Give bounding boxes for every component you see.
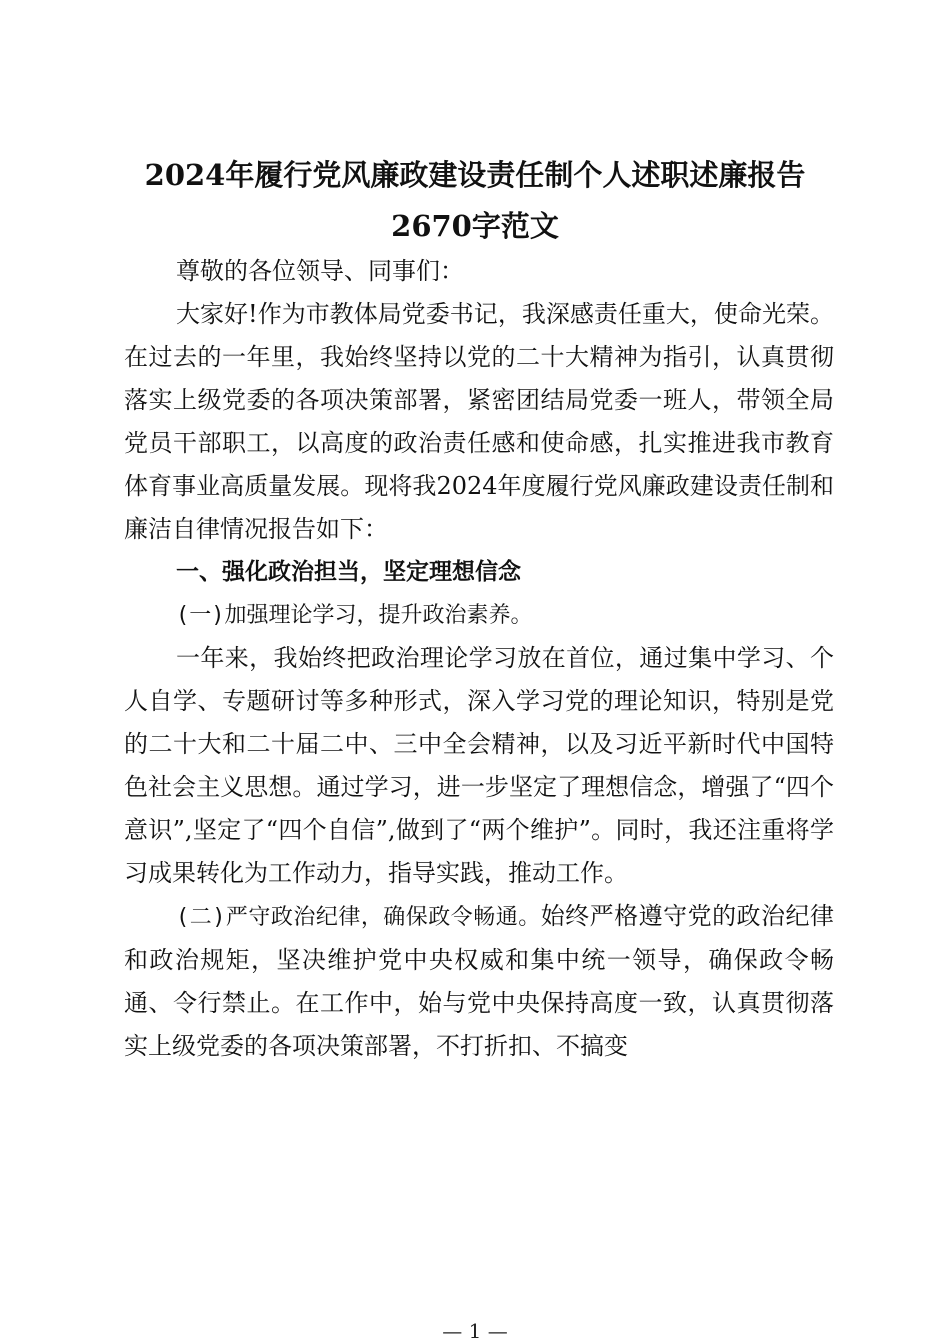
paragraph-political-discipline — [124, 895, 834, 1068]
intro-paragraph: 大家好!作为市教体局党委书记，我深感责任重大，使命光荣。在过去的一年里，我始终坚持以党的二十大精神为指引，认真贯彻落实上级党委的各项决策部署，紧密团结局党委一班人，带领全局党员干部职工，以高度的政治责任感和使命感，扎实推进我市教育体育事业高质量发展。现将我2024年度履行党风廉政建设责任制和廉洁自律情况报告如下： — [124, 300, 834, 543]
paragraph-theory-study: 一年来，我始终把政治理论学习放在首位，通过集中学习、个人自学、专题研讨等多种形式，深入学习党的理论知识，特别是党的二十大和二十届二中、三中全会精神，以及习近平新时代中国特色社会主义思想。通过学习，进一步坚定了理想信念，增强了“四个意识”,坚定了“四个自信”,做到了“两个维护”。同时，我还注重将学习成果转化为工作动力，指导实践，推动工作。 — [124, 644, 834, 887]
document-title: 2024年履行党风廉政建设责任制个人述职述廉报告2670字范文 — [144, 158, 806, 243]
paragraph-political-discipline-text: 始终严格遵守党的政治纪律和政治规矩，坚决维护党中央权威和集中统一领导，确保政令畅通、令行禁止。在工作中，始与党中央保持高度一致，认真贯彻落实上级党委的各项决策部署，不打折扣、不搞变 — [124, 902, 835, 1060]
greeting: 尊敬的各位领导、同事们： — [176, 257, 464, 285]
document-body — [124, 250, 834, 1068]
sub-heading-2: (二)严守政治纪律，确保政令畅通。 — [176, 905, 541, 930]
page-number: — 1 — — [442, 1319, 508, 1343]
sub-heading-1: (一)加强理论学习，提升政治素养。 — [176, 603, 533, 628]
section-heading-1: 一、强化政治担当，坚定理想信念 — [176, 559, 521, 585]
